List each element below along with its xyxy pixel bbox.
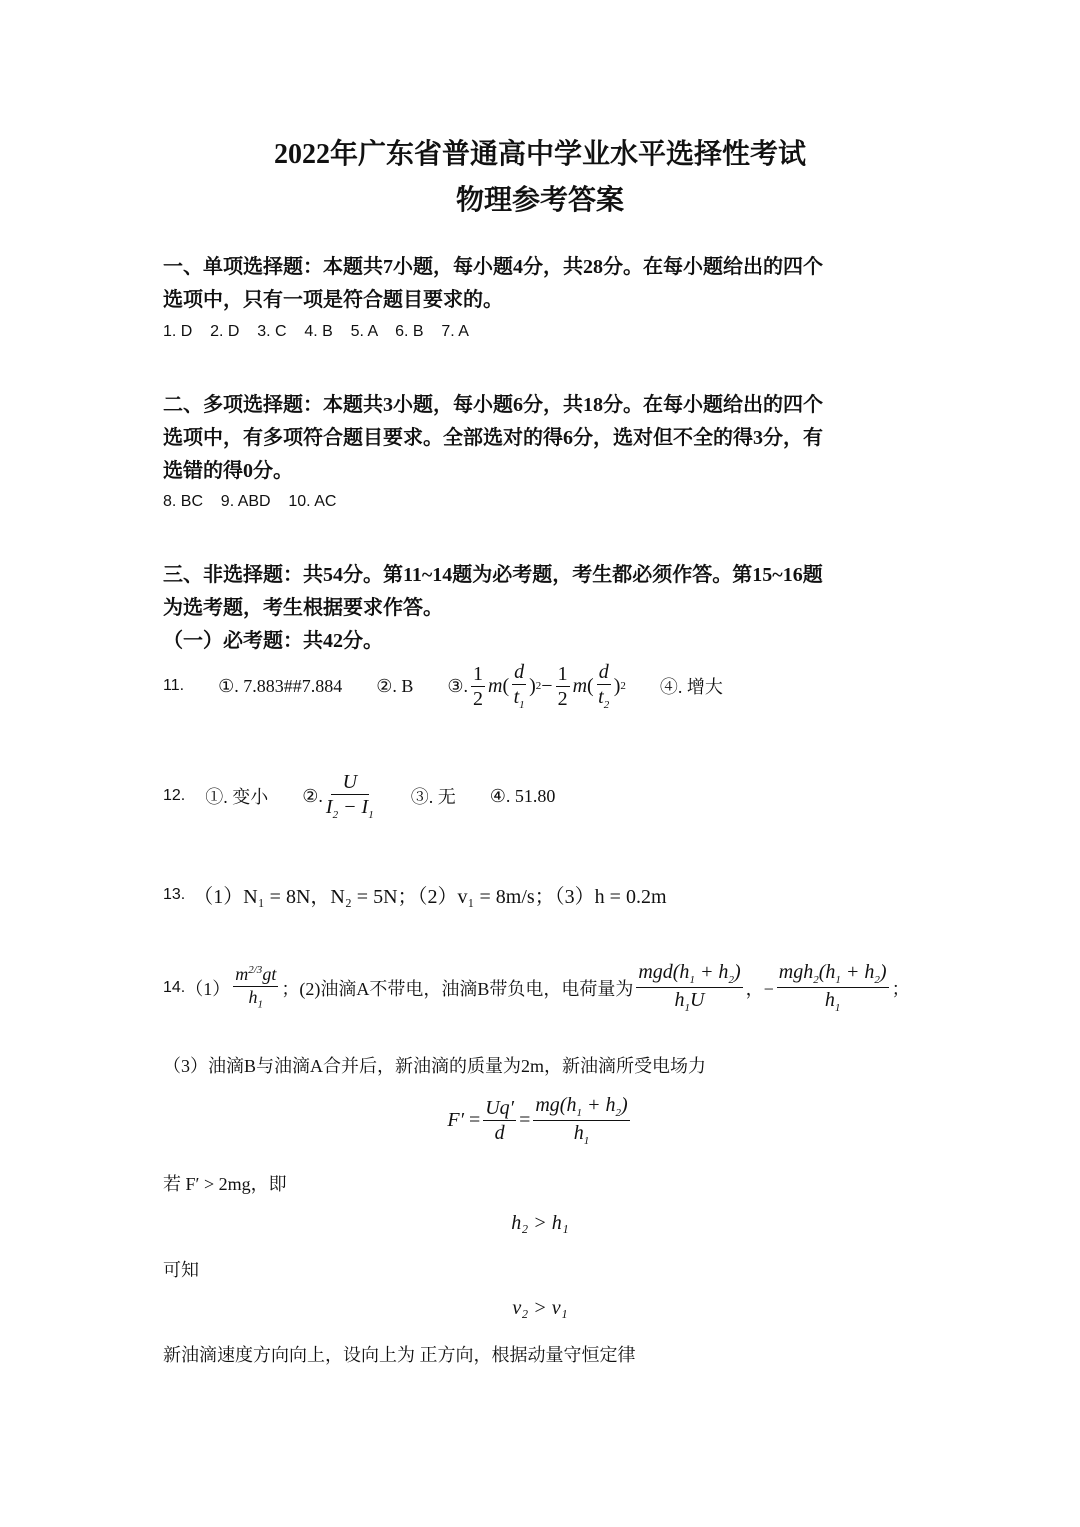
q11-a3: ③. — [447, 675, 468, 696]
q13-answer — [163, 880, 667, 909]
q14-sep: ，− — [745, 978, 774, 999]
q12-a4: ④. 51.80 — [489, 785, 556, 806]
q12-a1: ①. 变小 — [205, 787, 269, 808]
q14-formula3: $\frac{mgh_2(h_1 + h_2)}{h_1}$ — [778, 961, 887, 1015]
heading-line: 选项中，有多项符合题目要求。全部选对的得6分，选对但不全的得3分，有 — [163, 427, 823, 449]
q14-end: ； — [891, 978, 910, 999]
q-number: 14. — [163, 978, 186, 996]
section2-heading — [163, 389, 823, 488]
doc-title: 2022年广东省普通高中学业水平选择性考试 — [273, 139, 806, 170]
q14-last-line: 新油滴速度方向向上，设向上为 正方向，根据动量守恒定律 — [163, 1345, 636, 1365]
section1-answers: 1. D 2. D 3. C 4. B 5. A 6. B 7. A — [163, 323, 469, 340]
q14-force-equation: F′ = $\frac{Uq'}{d}$ = $\frac{mg(h_1 + h_2)}{h_1}$ — [447, 1094, 628, 1148]
section3-heading — [163, 559, 823, 658]
q12-answer — [163, 770, 555, 822]
q13-text: （1）N₁ = 8N，N₂ = 5N；（2）v₁ = 8m/s；（3）h = 0.2m — [193, 886, 667, 908]
q14-kezhi: 可知 — [163, 1260, 199, 1280]
heading-line: 为选考题，考生根据要求作答。 — [163, 597, 443, 619]
q14-line1 — [163, 960, 910, 1015]
q14-p2: ；(2)油滴A不带电，油滴B带负电，电荷量为 — [281, 978, 634, 999]
q-number: 11. — [163, 677, 185, 695]
q14-p1: （1） — [185, 978, 231, 999]
q-number: 13. — [163, 885, 186, 903]
q14-if-text: 若 F′ > 2mg，即 — [163, 1174, 287, 1194]
heading-line: 选错的得0分。 — [163, 460, 293, 482]
q12-a3: ③. 无 — [410, 787, 456, 808]
q14-h-inequality: h₂ > h₁ — [511, 1212, 569, 1234]
q-number: 12. — [163, 787, 186, 805]
q14-formula2: $\frac{mgd(h_1 + h_2)}{h_1U}$ — [638, 961, 741, 1015]
heading-line: 选项中，只有一项是符合题目要求的。 — [163, 289, 503, 311]
doc-subtitle: 物理参考答案 — [455, 185, 624, 216]
q11-answer — [163, 660, 723, 712]
q14-formula1: $\frac{m^{2/3}gt}{h_1}$ — [235, 964, 277, 1011]
q12-a2: ②. — [302, 785, 323, 806]
heading-line: 三、非选择题：共54分。第11~14题为必考题，考生都必须作答。第15~16题 — [163, 564, 823, 586]
q12-formula: $\frac{U}{I_2 - I_1}$ — [325, 771, 374, 821]
q11-a4: ④. 增大 — [659, 677, 723, 698]
heading-line: 一、单项选择题：本题共7小题，每小题4分，共28分。在每小题给出的四个 — [163, 256, 823, 278]
q11-a1: ①. 7.883##7.884 — [218, 675, 343, 696]
sub-heading: （一）必考题：共42分。 — [163, 630, 383, 652]
section2-answers: 8. BC 9. ABD 10. AC — [163, 493, 337, 510]
heading-line: 二、多项选择题：本题共3小题，每小题6分，共18分。在每小题给出的四个 — [163, 394, 823, 416]
section1-heading — [163, 251, 823, 317]
q14-v-inequality: v₂ > v₁ — [512, 1297, 568, 1319]
q11-formula: $\frac{1}{2}$ m ( $\frac{d}{t_1}$ ) 2 − $\frac{1}{2}$ m ( $\frac{d}{t_2}$ ) 2 — [473, 661, 626, 711]
q11-a2: ②. B — [376, 675, 414, 696]
q14-p3: （3）油滴B与油滴A合并后，新油滴的质量为2m，新油滴所受电场力 — [163, 1056, 707, 1076]
